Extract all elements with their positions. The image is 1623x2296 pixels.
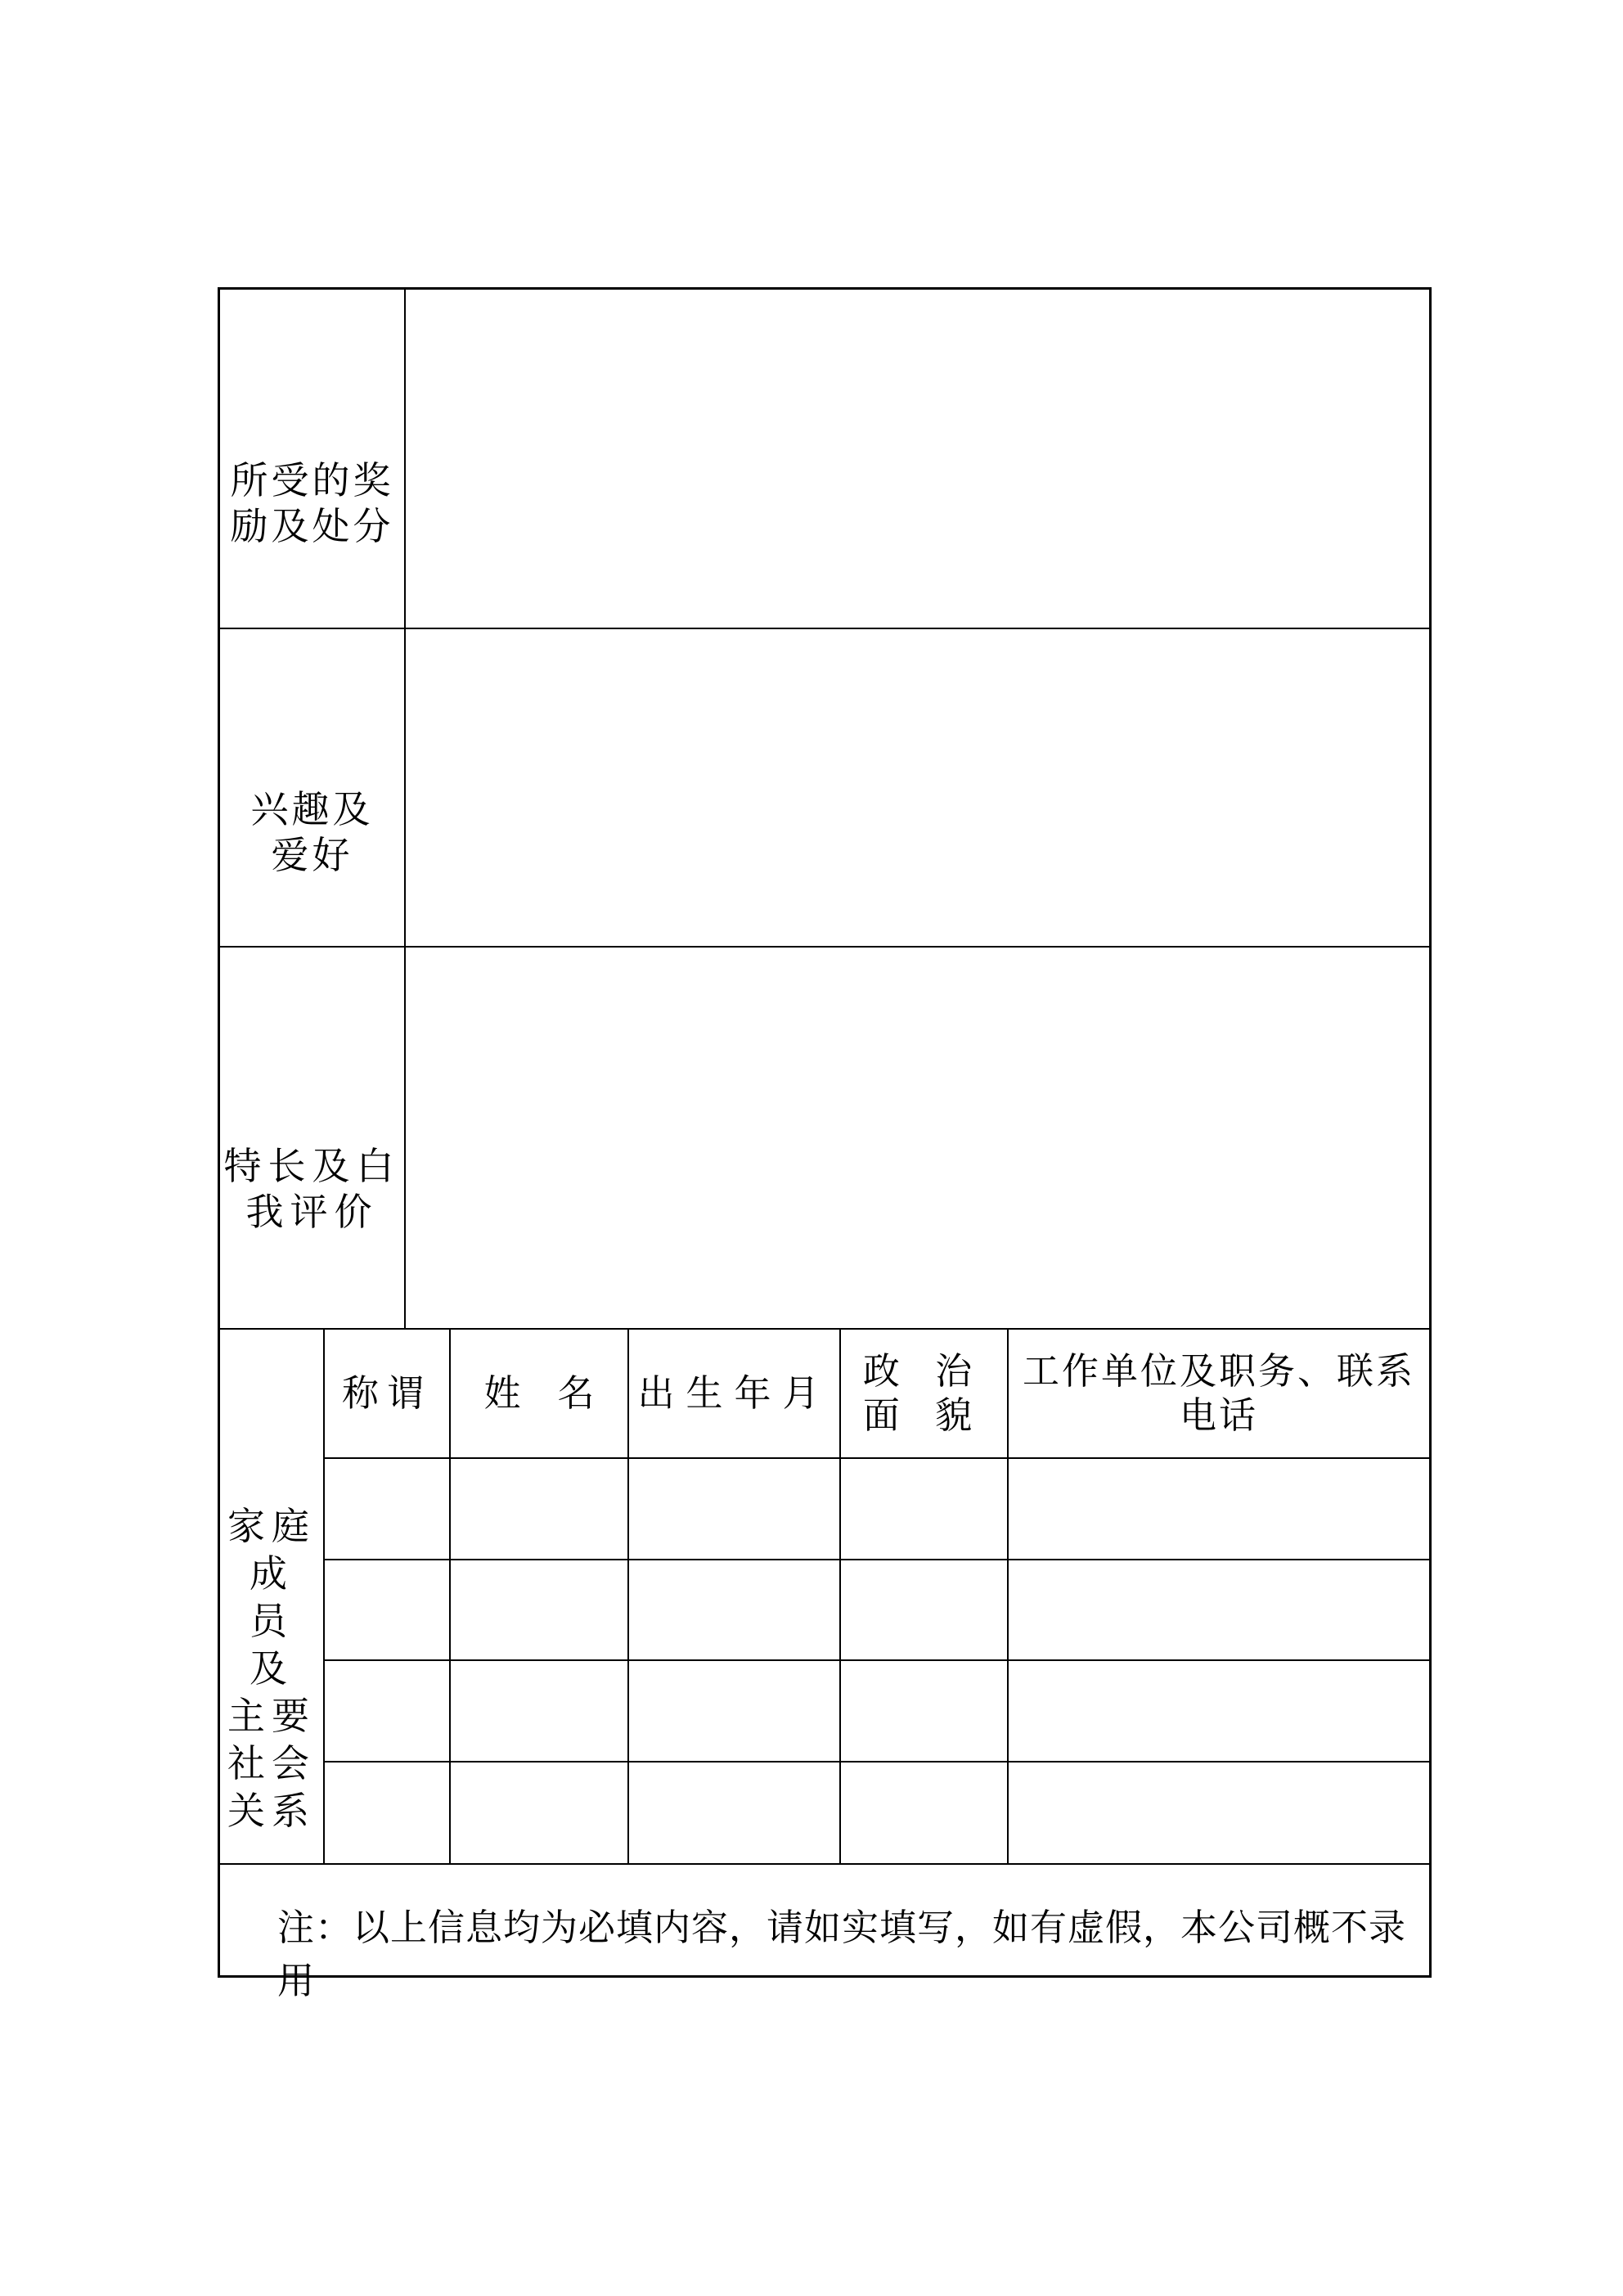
- family-cell-birthdate-3[interactable]: [629, 1661, 841, 1763]
- family-members-section: [220, 1330, 1429, 1865]
- family-cell-title-1[interactable]: [325, 1459, 451, 1560]
- self-eval-label-line2: 我评价: [245, 1191, 379, 1233]
- family-cell-birthdate-1[interactable]: [629, 1459, 841, 1560]
- family-cell-work-4[interactable]: [1009, 1763, 1429, 1864]
- family-cell-work-2[interactable]: [1009, 1560, 1429, 1662]
- family-header-political-status: 政 治 面 貌: [841, 1330, 1009, 1459]
- family-label-line2: 成 员: [250, 1553, 294, 1642]
- note-row: [220, 1865, 1429, 2004]
- self-eval-input-area[interactable]: [406, 948, 1429, 1328]
- family-cell-birthdate-4[interactable]: [629, 1763, 841, 1864]
- family-cell-political-1[interactable]: [841, 1459, 1009, 1560]
- family-cell-political-2[interactable]: [841, 1560, 1009, 1662]
- family-label-line4: 主要: [227, 1695, 316, 1737]
- family-header-title: 称谓: [325, 1330, 451, 1459]
- family-header-birthdate: 出生年月: [629, 1330, 841, 1459]
- family-cell-title-2[interactable]: [325, 1560, 451, 1662]
- family-label-line6: 关系: [227, 1790, 316, 1832]
- family-cell-title-4[interactable]: [325, 1763, 451, 1864]
- awards-row: [220, 290, 1429, 629]
- self-eval-row: [220, 948, 1429, 1330]
- family-header-workunit-phone: 工作单位及职务、联系电话: [1009, 1330, 1429, 1459]
- awards-label-line2: 励及处分: [230, 505, 394, 547]
- family-cell-political-4[interactable]: [841, 1763, 1009, 1864]
- family-cell-work-1[interactable]: [1009, 1459, 1429, 1560]
- family-cell-title-3[interactable]: [325, 1661, 451, 1763]
- interests-label-line1: 兴趣及: [250, 788, 374, 831]
- self-eval-label-line1: 特长及白: [223, 1145, 401, 1187]
- family-cell-name-4[interactable]: [451, 1763, 629, 1864]
- interests-label: [220, 629, 406, 946]
- family-cell-work-3[interactable]: [1009, 1661, 1429, 1763]
- family-label-line1: 家庭: [227, 1506, 316, 1547]
- family-cell-name-3[interactable]: [451, 1661, 629, 1763]
- note-text: 注：以上信息均为必填内容，请如实填写，如有虚假，本公司概不录用: [277, 1907, 1407, 2001]
- awards-input-area[interactable]: [406, 290, 1429, 628]
- family-cell-birthdate-2[interactable]: [629, 1560, 841, 1662]
- family-label-line3: 及: [250, 1648, 294, 1690]
- family-cell-name-2[interactable]: [451, 1560, 629, 1662]
- self-eval-label: [220, 948, 406, 1328]
- family-label-line5: 社会: [227, 1743, 316, 1785]
- family-cell-political-3[interactable]: [841, 1661, 1009, 1763]
- interests-row: [220, 629, 1429, 948]
- family-cell-name-1[interactable]: [451, 1459, 629, 1560]
- family-header-name: 姓 名: [451, 1330, 629, 1459]
- awards-label-line1: 所受的奖: [230, 459, 394, 502]
- info-table: [218, 287, 1432, 2001]
- family-section-label: [220, 1330, 325, 1863]
- interests-input-area[interactable]: [406, 629, 1429, 946]
- interests-label-line2: 爱好: [271, 834, 353, 876]
- awards-label: [220, 290, 406, 628]
